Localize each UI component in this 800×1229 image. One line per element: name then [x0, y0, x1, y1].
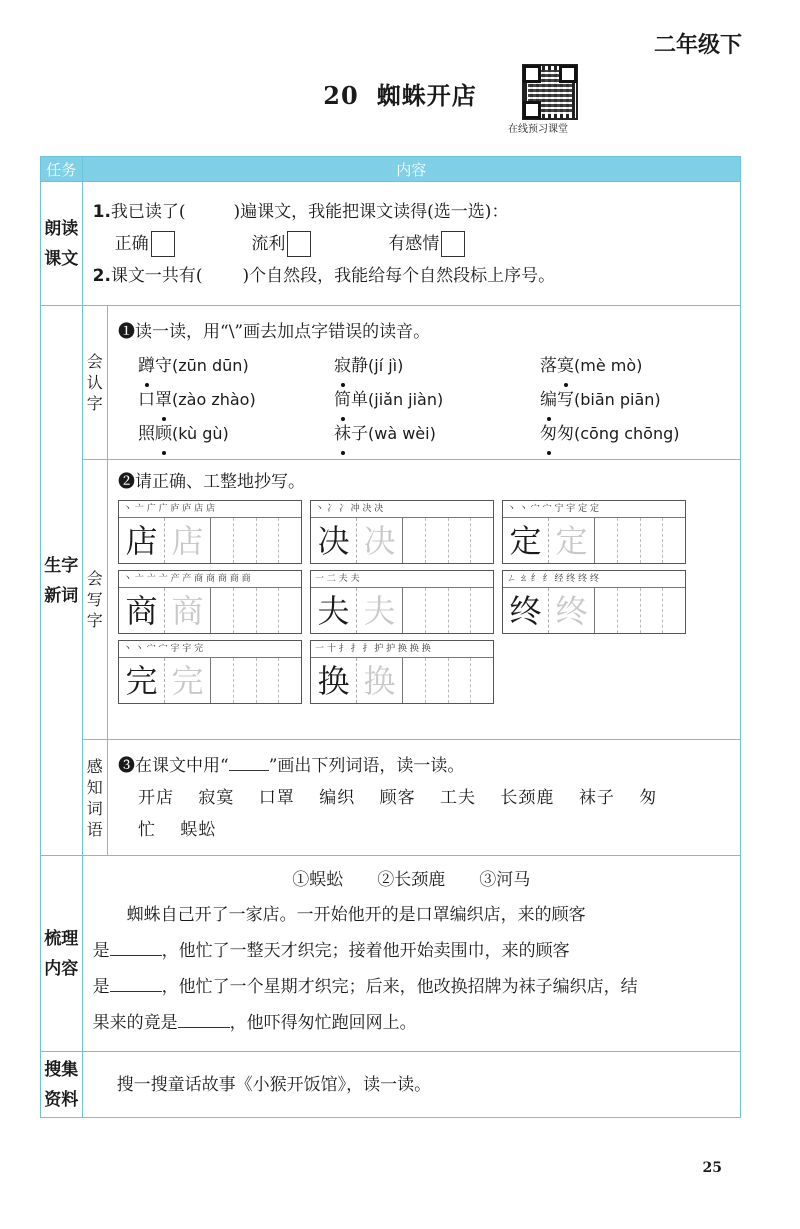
- pinyin-options: (kù gù): [172, 423, 229, 443]
- model-char: 完: [119, 658, 165, 703]
- model-char: 夫: [311, 588, 357, 633]
- trace-char: 换: [357, 658, 403, 703]
- stroke-order: 一 十 扌 扌 扌 护 护 换 换 换: [311, 641, 493, 658]
- reading-content: [82, 182, 740, 306]
- model-char: 商: [119, 588, 165, 633]
- lesson-title: [0, 76, 800, 111]
- header-content: 内容: [82, 157, 740, 182]
- blank-1[interactable]: [110, 937, 162, 956]
- sort-content: [82, 856, 740, 1052]
- stroke-order: 丶 亠 广 广 庐 庐 店 店: [119, 501, 301, 518]
- worksheet-table: [40, 156, 741, 1118]
- model-char: 换: [311, 658, 357, 703]
- sort-para-1: 蜘蛛自己开了一家店。一开始他开的是口罩编织店，来的顾客: [126, 904, 586, 925]
- trace-char: 定: [549, 518, 595, 563]
- task-vocab: 生字新词: [41, 306, 83, 856]
- collect-content: 搜一搜童话故事《小猴开饭馆》，读一读。: [82, 1052, 740, 1118]
- stroke-order: 一 二 夫 夫: [311, 571, 493, 588]
- task-collect: 搜集资料: [41, 1052, 83, 1118]
- writing-grid-夫[interactable]: [310, 570, 494, 634]
- recognize-item[interactable]: 照顾(kù gù): [138, 417, 334, 451]
- recognize-grid: [118, 349, 730, 451]
- task-reading: 朗读课文: [41, 182, 83, 306]
- writing-grid-终[interactable]: [502, 570, 686, 634]
- header-task: 任务: [41, 157, 83, 182]
- pinyin-options: (jiǎn jiàn): [368, 389, 444, 409]
- model-char: 定: [503, 518, 549, 563]
- sub-write: 会写字: [82, 460, 107, 740]
- pinyin-options: (biān piān): [574, 389, 661, 409]
- checkbox-correct[interactable]: [151, 231, 175, 257]
- checkbox-emotion[interactable]: [441, 231, 465, 257]
- pinyin-options: (zūn dūn): [172, 355, 249, 375]
- reading-options: 正确 流利 有感情: [93, 228, 730, 260]
- write-instr: ❷请正确、工整地抄写。: [118, 472, 305, 492]
- blank-3[interactable]: [178, 1009, 230, 1028]
- checkbox-fluent[interactable]: [287, 231, 311, 257]
- recognize-content: [108, 306, 741, 460]
- sub-perceive: 感知词语: [82, 740, 107, 856]
- trace-char: 夫: [357, 588, 403, 633]
- model-char: 决: [311, 518, 357, 563]
- recognize-item[interactable]: 袜子(wà wèi): [334, 417, 540, 451]
- write-content: [108, 460, 741, 740]
- pinyin-options: (wà wèi): [368, 423, 436, 443]
- lesson-title-text: 蜘蛛开店: [376, 82, 477, 110]
- qr-code-icon[interactable]: [522, 64, 578, 120]
- writing-grid-完[interactable]: [118, 640, 302, 704]
- recognize-item[interactable]: 口罩(zào zhào): [138, 383, 334, 417]
- perceive-words-1: 开店 寂寞 口罩 编织 顾客 工夫 长颈鹿 袜子 匆: [138, 787, 658, 808]
- grade-label: 二年级下: [653, 33, 742, 58]
- lesson-number: 20: [323, 81, 359, 110]
- trace-char: 店: [165, 518, 211, 563]
- pinyin-options: (mè mò): [574, 355, 643, 375]
- perceive-instr: ❸在课文中用“ ”画出下列词语，读一读。: [118, 750, 730, 782]
- writing-grid-决[interactable]: [310, 500, 494, 564]
- sort-para-2: 是 ，他忙了一整天才织完；接着他开始卖围巾，来的顾客: [93, 933, 730, 969]
- sort-options: ①蜈蚣 ②长颈鹿 ③河马: [292, 869, 531, 890]
- writing-grid-定[interactable]: [502, 500, 686, 564]
- perceive-content: [108, 740, 741, 856]
- model-char: 店: [119, 518, 165, 563]
- page-number: 25: [702, 1160, 722, 1176]
- reading-q2: 2.课文一共有( )个自然段，我能给每个自然段标上序号。: [92, 265, 556, 286]
- sort-para-3: 是 ，他忙了一个星期才织完；后来，他改换招牌为袜子编织店，结: [93, 969, 730, 1005]
- recognize-instr: ❶读一读，用“\”画去加点字错误的读音。: [118, 321, 431, 342]
- task-sort: 梳理内容: [41, 856, 83, 1052]
- trace-char: 完: [165, 658, 211, 703]
- recognize-item[interactable]: 落寞(mè mò): [540, 349, 730, 383]
- writing-grid-店[interactable]: [118, 500, 302, 564]
- qr-label: 在线预习课堂: [508, 124, 568, 135]
- stroke-order: 丶 冫 冫 冲 决 决: [311, 501, 493, 518]
- trace-char: 商: [165, 588, 211, 633]
- recognize-item[interactable]: 蹲守(zūn dūn): [138, 349, 334, 383]
- pinyin-options: (jí jì): [368, 355, 404, 375]
- recognize-item[interactable]: 寂静(jí jì): [334, 349, 540, 383]
- stroke-order: 丶 丶 宀 宀 宁 宇 定 定: [503, 501, 685, 518]
- recognize-item[interactable]: 匆匆(cōng chōng): [540, 417, 730, 451]
- blank-2[interactable]: [110, 973, 162, 992]
- reading-q1: 1.我已读了( )遍课文，我能把课文读得(选一选)：: [92, 201, 509, 222]
- writing-grid-换[interactable]: [310, 640, 494, 704]
- sort-para-4: 果来的竟是 ，他吓得匆忙跑回网上。: [93, 1005, 730, 1041]
- recognize-item[interactable]: 简单(jiǎn jiàn): [334, 383, 540, 417]
- trace-char: 终: [549, 588, 595, 633]
- recognize-item[interactable]: 编写(biān piān): [540, 383, 730, 417]
- pinyin-options: (zào zhào): [172, 389, 256, 409]
- trace-char: 决: [357, 518, 403, 563]
- model-char: 终: [503, 588, 549, 633]
- stroke-order: 丶 丶 宀 宀 宇 宇 完: [119, 641, 301, 658]
- writing-grids: [118, 500, 730, 704]
- sub-recognize: 会认字: [82, 306, 107, 460]
- stroke-order: 丶 亠 亠 亠 产 产 商 商 商 商 商: [119, 571, 301, 588]
- stroke-order: ㄥ ㄠ 纟 纟 经 终 终 终: [503, 571, 685, 588]
- pinyin-options: (cōng chōng): [574, 423, 680, 443]
- perceive-words-2: 忙 蜈蚣: [138, 819, 217, 840]
- writing-grid-商[interactable]: [118, 570, 302, 634]
